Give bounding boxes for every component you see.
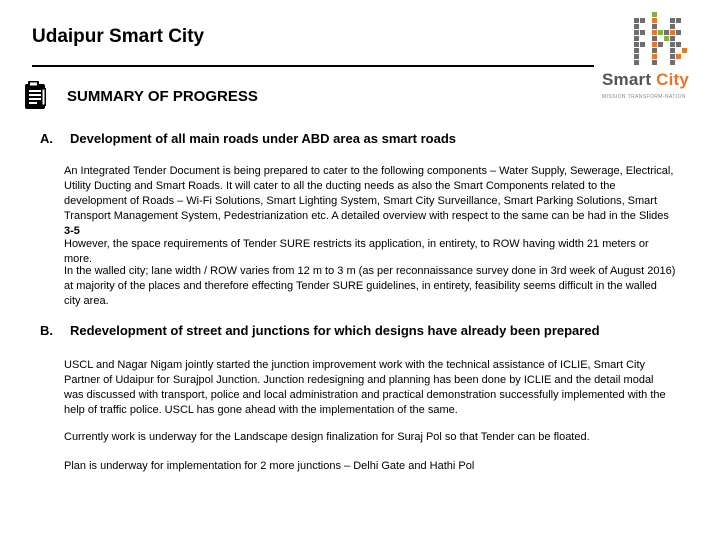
logo-pixel — [634, 42, 639, 47]
section-b-heading — [40, 323, 700, 341]
smart-city-logo-mark — [634, 12, 692, 68]
logo-pixel — [634, 60, 639, 65]
section-a-paragraph-3: In the walled city; lane width / ROW varies from 12 m to 3 m (as per reconnaissance survey done in 3rd week of August 2016) at majority of the places and therefore effecting Tender SURE guidelines, in entirety, feasibility seems difficult in the walled city area. — [64, 265, 676, 307]
logo-pixel — [676, 42, 681, 47]
section-title: SUMMARY OF PROGRESS — [67, 88, 258, 105]
section-b-title: Redevelopment of street and junctions for which designs have already been prepared — [70, 323, 600, 338]
logo-pixel — [640, 18, 645, 23]
section-b-paragraph-3: Plan is underway for implementation for 2 more junctions – Delhi Gate and Hathi Pol — [64, 460, 475, 472]
slides-reference: 3-5 — [64, 225, 80, 237]
logo-pixel — [652, 18, 657, 23]
smart-city-logo — [598, 8, 710, 108]
section-a-heading — [40, 131, 680, 149]
logo-pixel — [634, 18, 639, 23]
section-b-paragraph-2: Currently work is underway for the Landscape design finalization for Suraj Pol so that Tender can be floated. — [64, 431, 590, 443]
logo-pixel — [652, 12, 657, 17]
logo-pixel — [652, 30, 657, 35]
logo-pixel — [676, 30, 681, 35]
logo-pixel — [634, 24, 639, 29]
logo-tagline: MISSION TRANSFORM-NATION — [602, 94, 686, 100]
logo-pixel — [670, 24, 675, 29]
logo-pixel — [670, 30, 675, 35]
logo-pixel — [670, 54, 675, 59]
logo-pixel — [652, 36, 657, 41]
logo-pixel — [652, 54, 657, 59]
logo-pixel — [670, 18, 675, 23]
section-b-paragraph-1: USCL and Nagar Nigam jointly started the junction improvement work with the technical assistance of ICLIE, Smart City Partner of Udaipur for Surajpol Junction. Junction redesigning and planning has been done by ICLIE and the detail modal was discussed with transport, police and local administration and practical demonstration successfully implemented with the help of traffic police. USCL has gone ahead with the implementation of the same. — [64, 359, 666, 416]
logo-wordmark — [602, 70, 689, 90]
logo-pixel — [658, 42, 663, 47]
logo-pixel — [682, 48, 687, 53]
section-a-paragraph-2: However, the space requirements of Tender SURE restricts its application, in entirety, to ROW having width 21 meters or more. — [64, 238, 649, 265]
section-b-letter: B. — [40, 323, 53, 338]
document-icon — [24, 80, 48, 110]
logo-word-smart: Smart — [602, 70, 652, 89]
logo-pixel — [640, 42, 645, 47]
logo-pixel — [634, 54, 639, 59]
logo-pixel — [652, 60, 657, 65]
title-divider — [32, 65, 594, 67]
logo-pixel — [634, 36, 639, 41]
logo-pixel — [652, 48, 657, 53]
logo-pixel — [670, 48, 675, 53]
section-a-paragraph-1: An Integrated Tender Document is being prepared to cater to the following components – Water Supply, Sewerage, Electrical, Utility Ducting and Smart Roads. It will cater to all the ducting needs as also the Smart Components related to the development of Roads – Wi-Fi Solutions, Smart Lighting System, Smart City Surveillance, Smart Parking Solutions, Smart Transport Management System, Pedestrianization etc. A detailed overview with respect to the same can be had in the Slides 3-5 — [64, 165, 674, 237]
logo-pixel — [652, 24, 657, 29]
logo-pixel — [676, 54, 681, 59]
logo-pixel — [634, 30, 639, 35]
logo-pixel — [658, 30, 663, 35]
section-a-letter: A. — [40, 131, 53, 146]
logo-pixel — [652, 42, 657, 47]
logo-pixel — [640, 30, 645, 35]
logo-pixel — [670, 42, 675, 47]
logo-word-city: City — [656, 70, 690, 89]
section-a-title: Development of all main roads under ABD area as smart roads — [70, 131, 457, 146]
logo-pixel — [670, 36, 675, 41]
page-title: Udaipur Smart City — [32, 26, 205, 47]
logo-pixel — [670, 60, 675, 65]
logo-pixel — [634, 48, 639, 53]
logo-pixel — [676, 18, 681, 23]
logo-pixel — [664, 30, 669, 35]
logo-pixel — [664, 36, 669, 41]
